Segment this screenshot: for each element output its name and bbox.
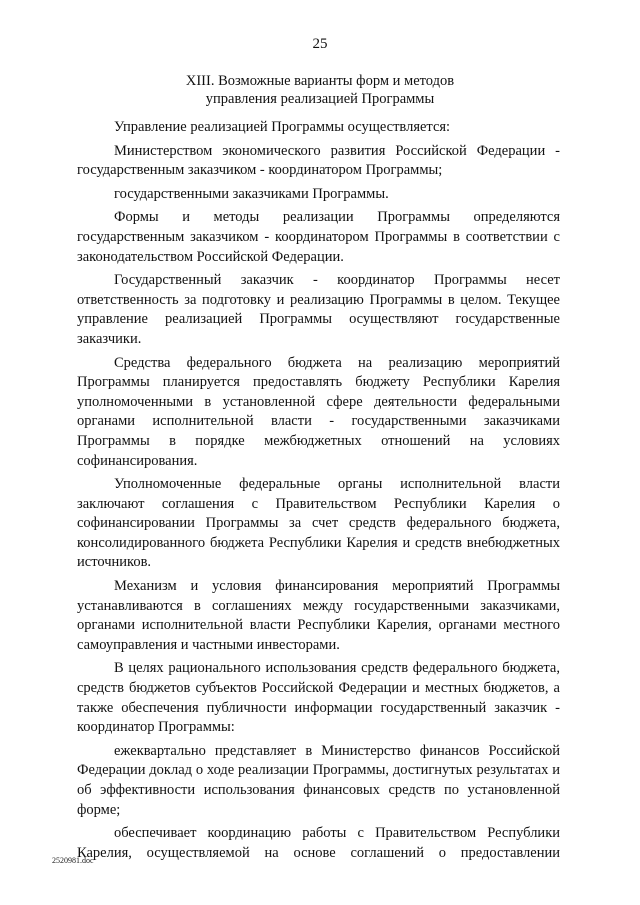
paragraph-6: Средства федерального бюджета на реализацию мероприятий Программы планируется предоставлять бюджету Республики Карелия уполномоченными в установленной сфере деятельности федеральными органами исполнительной власти - государственными заказчиками Программы в порядке межбюджетных отношений на условиях софинансирования. [77, 354, 560, 469]
paragraph-7: Уполномоченные федеральные органы исполнительной власти заключают соглашения с Правительством Республики Карелия о софинансировании Программы за счет средств федерального бюджета, консолидированного бюджета Республики Карелия и средств внебюджетных источников. [77, 476, 560, 571]
section-title-line-1: XIII. Возможные варианты форм и методов [185, 73, 455, 89]
paragraph-4: Формы и методы реализации Программы определяются государственным заказчиком - координатором Программы в соответствии с законодательством Российской Федерации. [77, 209, 560, 265]
body-text [77, 118, 560, 867]
paragraph-9: В целях рационального использования средств федерального бюджета, средств бюджетов субъектов Российской Федерации и местных бюджетов, а также обеспечения публичности информации государственный заказчик - координатор Программы: [77, 660, 560, 736]
footer-file-name: 2520981.doc [52, 856, 94, 865]
paragraph-8: Механизм и условия финансирования мероприятий Программы устанавливаются в соглашениях между государственными заказчиками, органами исполнительной власти Республики Карелия, органами местного самоуправления и частными инвесторами. [77, 578, 560, 653]
paragraph-3: государственными заказчиками Программы. [114, 185, 389, 202]
section-title [80, 72, 560, 108]
paragraph-11: обеспечивает координацию работы с Правительством Республики Карелия, осуществляемой на основе соглашений о предоставлении [77, 825, 560, 861]
paragraph-1: Управление реализацией Программы осуществляется: [114, 119, 451, 135]
paragraph-10: ежеквартально представляет в Министерство финансов Российской Федерации доклад о ходе реализации Программы, достигнутых результатах и об эффективности использования финансовых средств по установленной форме; [77, 742, 560, 818]
page-number: 25 [312, 36, 328, 52]
paragraph-2: Министерством экономического развития Российской Федерации - государственным заказчиком - координатором Программы; [77, 142, 560, 179]
paragraph-5: Государственный заказчик - координатор Программы несет ответственность за подготовку и реализацию Программы в целом. Текущее управление реализацией Программы осуществляют государственные заказчики. [77, 272, 560, 347]
section-title-line-2: управления реализацией Программы [205, 91, 435, 107]
